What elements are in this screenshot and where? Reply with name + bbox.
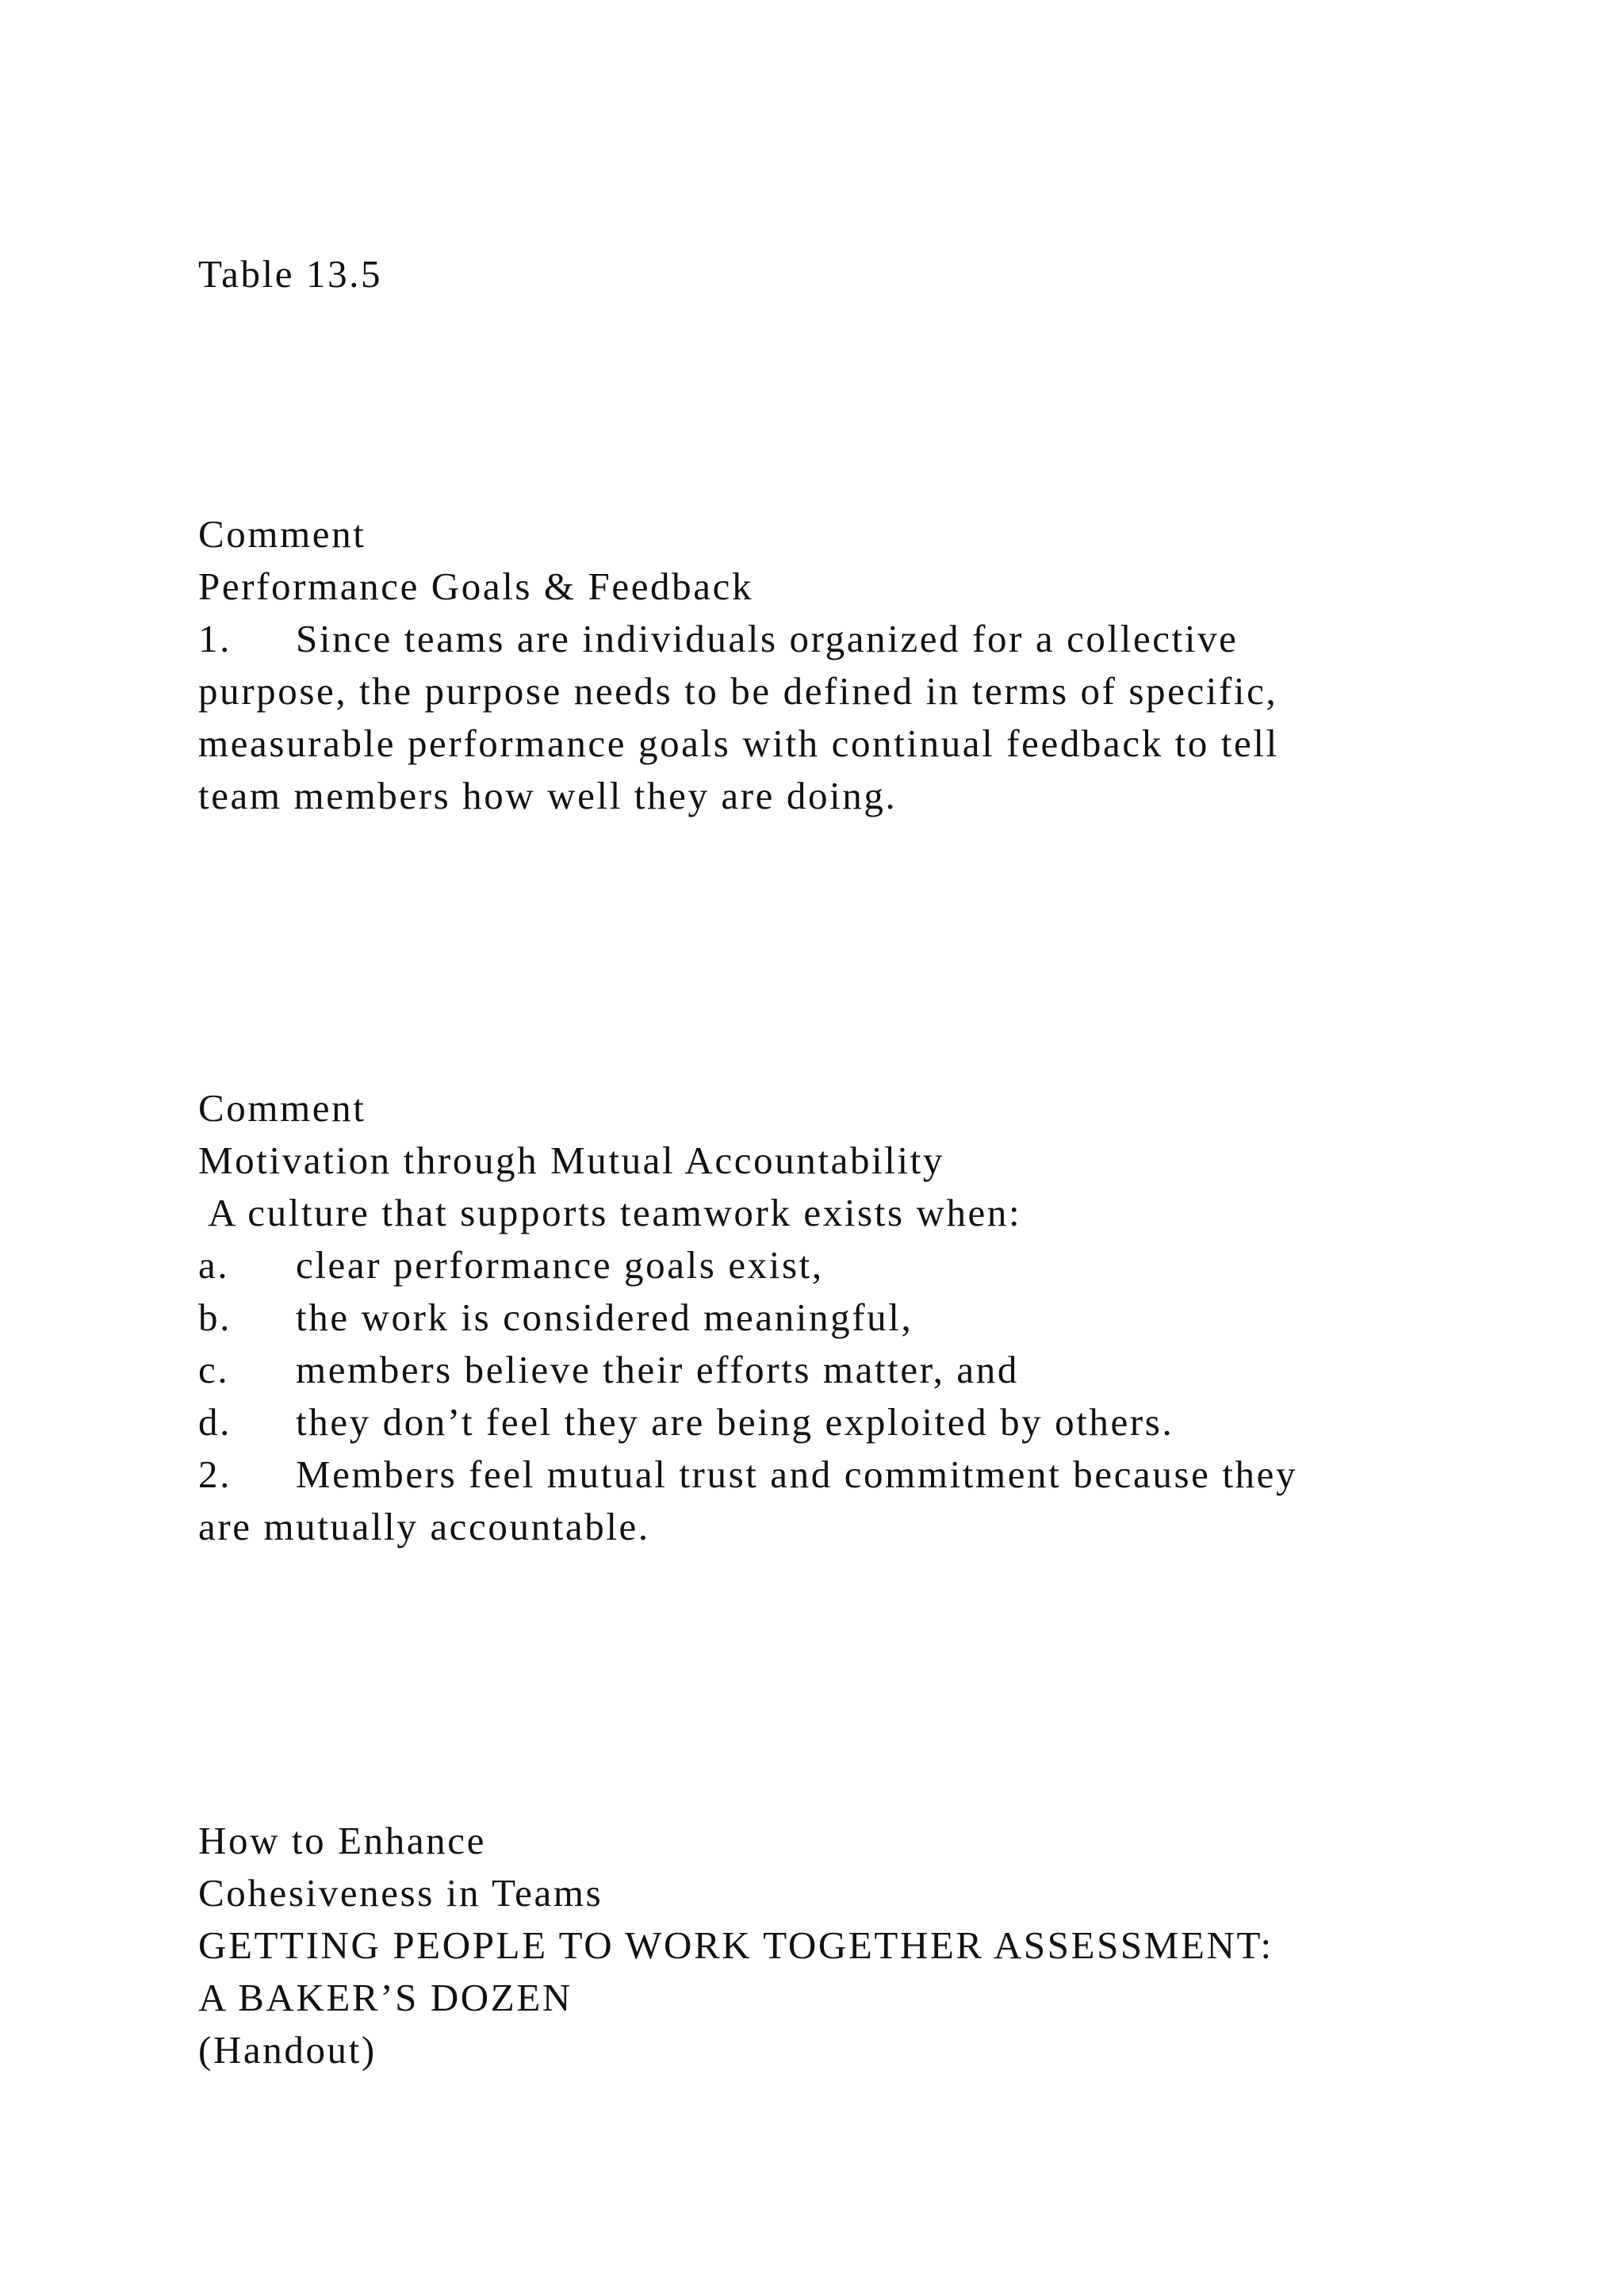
assessment-title: GETTING PEOPLE TO WORK TOGETHER ASSESSMENT: bbox=[198, 1923, 1274, 1967]
list-item bbox=[198, 1292, 913, 1344]
list-marker: c. bbox=[198, 1348, 230, 1391]
section-heading: Motivation through Mutual Accountability bbox=[198, 1138, 944, 1182]
comment-label: Comment bbox=[198, 512, 366, 556]
item-text-line: team members how well they are doing. bbox=[198, 774, 898, 817]
item-number: 2. bbox=[198, 1452, 232, 1496]
list-item bbox=[198, 1239, 824, 1292]
table-label: Table 13.5 bbox=[198, 252, 383, 296]
section-heading: Performance Goals & Feedback bbox=[198, 564, 754, 608]
item-text: Members feel mutual trust and commitment because they bbox=[296, 1452, 1298, 1496]
item-number: 1. bbox=[198, 617, 232, 660]
section-title: How to Enhance bbox=[198, 1819, 486, 1862]
assessment-subtitle: A BAKER’S DOZEN bbox=[198, 1976, 573, 2019]
list-item bbox=[198, 1396, 1174, 1448]
item-text-line: purpose, the purpose needs to be defined in terms of specific, bbox=[198, 669, 1278, 713]
comment-label: Comment bbox=[198, 1086, 366, 1130]
list-item bbox=[198, 1344, 1019, 1396]
list-item-text: members believe their efforts matter, and bbox=[296, 1348, 1019, 1391]
section-title: Cohesiveness in Teams bbox=[198, 1871, 603, 1915]
item-text-line: are mutually accountable. bbox=[198, 1505, 650, 1548]
item-text: Since teams are individuals organized for a collective bbox=[296, 617, 1239, 660]
list-item-text: the work is considered meaningful, bbox=[296, 1295, 914, 1339]
item-text-line: measurable performance goals with continual feedback to tell bbox=[198, 721, 1279, 765]
numbered-item-line bbox=[198, 613, 1239, 665]
list-item-text: they don’t feel they are being exploited by others. bbox=[296, 1400, 1174, 1444]
intro-text: A culture that supports teamwork exists when: bbox=[198, 1191, 1022, 1234]
list-item-text: clear performance goals exist, bbox=[296, 1243, 824, 1287]
list-marker: d. bbox=[198, 1400, 232, 1444]
list-marker: a. bbox=[198, 1243, 230, 1287]
numbered-item-line bbox=[198, 1448, 1297, 1501]
handout-note: (Handout) bbox=[198, 2028, 377, 2072]
list-marker: b. bbox=[198, 1295, 232, 1339]
